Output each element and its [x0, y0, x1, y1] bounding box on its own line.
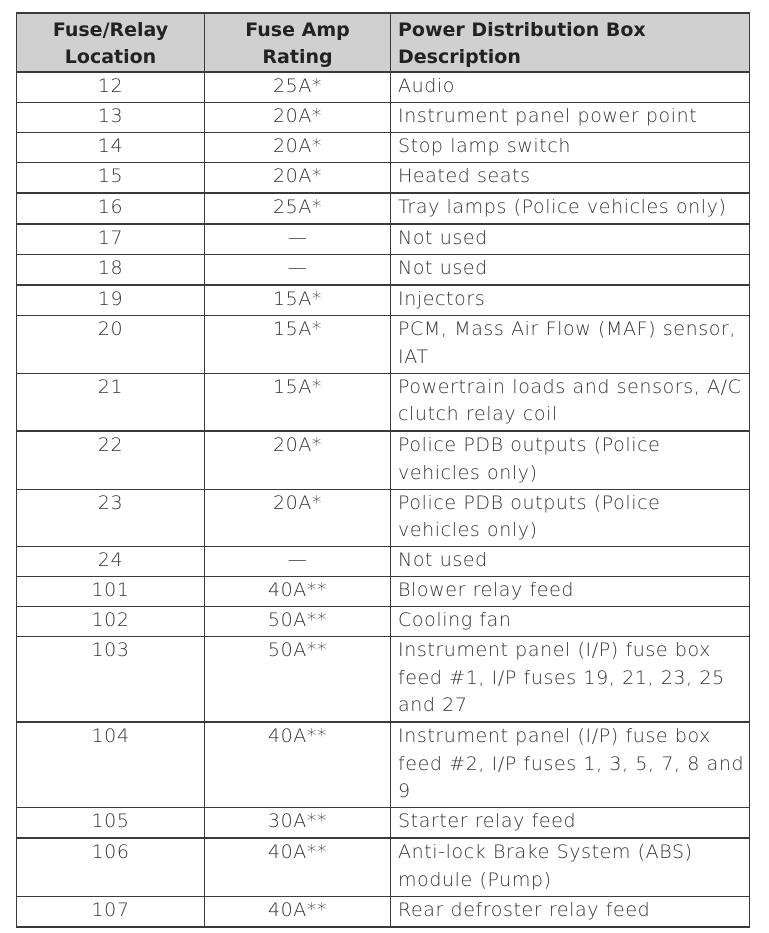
cell-location: 18 — [17, 255, 205, 286]
table-row — [17, 316, 750, 374]
cell-amp-rating: 50A** — [205, 637, 391, 723]
cell-amp-rating: — — [205, 255, 391, 286]
cell-description: Stop lamp switch — [391, 133, 750, 163]
table-row — [17, 72, 750, 103]
cell-description: Instrument panel (I/P) fuse box feed #2, I/P fuses 1, 3, 5, 7, 8 and 9 — [391, 722, 750, 808]
cell-location: 106 — [17, 838, 205, 896]
cell-description: PCM, Mass Air Flow (MAF) sensor, IAT — [391, 316, 750, 374]
table-row — [17, 808, 750, 839]
table-row — [17, 489, 750, 547]
table-row — [17, 607, 750, 637]
cell-location: 102 — [17, 607, 205, 637]
cell-description: Powertrain loads and sensors, A/C clutch relay coil — [391, 373, 750, 431]
table-row — [17, 103, 750, 133]
cell-location: 104 — [17, 722, 205, 808]
cell-description: Blower relay feed — [391, 577, 750, 607]
cell-amp-rating: 20A* — [205, 103, 391, 133]
header-location: Fuse/Relay Location — [17, 13, 205, 72]
cell-description: Not used — [391, 255, 750, 286]
table-row — [17, 163, 750, 194]
table-body — [17, 72, 750, 927]
cell-amp-rating: 40A** — [205, 577, 391, 607]
cell-location: 17 — [17, 224, 205, 255]
cell-location: 20 — [17, 316, 205, 374]
cell-amp-rating: 15A* — [205, 373, 391, 431]
table-header — [17, 13, 750, 72]
table-row — [17, 838, 750, 896]
cell-description: Audio — [391, 72, 750, 103]
cell-amp-rating: 15A* — [205, 316, 391, 374]
cell-description: Starter relay feed — [391, 808, 750, 839]
cell-amp-rating: 30A** — [205, 808, 391, 839]
cell-description: Injectors — [391, 285, 750, 316]
cell-description: Anti-lock Brake System (ABS) module (Pump) — [391, 838, 750, 896]
table-row — [17, 722, 750, 808]
cell-description: Tray lamps (Police vehicles only) — [391, 193, 750, 224]
cell-amp-rating: 20A* — [205, 133, 391, 163]
cell-location: 105 — [17, 808, 205, 839]
cell-amp-rating: — — [205, 224, 391, 255]
cell-description: Rear defroster relay feed — [391, 896, 750, 927]
header-row — [17, 13, 750, 72]
fuse-relay-table — [16, 12, 750, 928]
cell-location: 101 — [17, 577, 205, 607]
cell-location: 19 — [17, 285, 205, 316]
cell-description: Heated seats — [391, 163, 750, 194]
cell-amp-rating: 25A* — [205, 72, 391, 103]
cell-description: Instrument panel (I/P) fuse box feed #1, I/P fuses 19, 21, 23, 25 and 27 — [391, 637, 750, 723]
cell-amp-rating: 40A** — [205, 838, 391, 896]
cell-description: Not used — [391, 224, 750, 255]
cell-amp-rating: 40A** — [205, 896, 391, 927]
table-row — [17, 637, 750, 723]
cell-location: 13 — [17, 103, 205, 133]
cell-amp-rating: 15A* — [205, 285, 391, 316]
table-row — [17, 285, 750, 316]
cell-amp-rating: 25A* — [205, 193, 391, 224]
table-row — [17, 896, 750, 927]
table-row — [17, 193, 750, 224]
table-row — [17, 373, 750, 431]
table-row — [17, 224, 750, 255]
cell-location: 16 — [17, 193, 205, 224]
cell-description: Not used — [391, 547, 750, 577]
cell-amp-rating: 20A* — [205, 163, 391, 194]
cell-location: 21 — [17, 373, 205, 431]
header-description: Power Distribution Box Description — [391, 13, 750, 72]
table-row — [17, 431, 750, 489]
table-row — [17, 577, 750, 607]
cell-amp-rating: 20A* — [205, 431, 391, 489]
cell-amp-rating: 20A* — [205, 489, 391, 547]
cell-location: 23 — [17, 489, 205, 547]
cell-location: 107 — [17, 896, 205, 927]
cell-location: 12 — [17, 72, 205, 103]
cell-amp-rating: — — [205, 547, 391, 577]
table-row — [17, 255, 750, 286]
cell-description: Police PDB outputs (Police vehicles only) — [391, 431, 750, 489]
cell-location: 103 — [17, 637, 205, 723]
cell-description: Police PDB outputs (Police vehicles only) — [391, 489, 750, 547]
cell-location: 22 — [17, 431, 205, 489]
cell-amp-rating: 50A** — [205, 607, 391, 637]
header-rating: Fuse Amp Rating — [205, 13, 391, 72]
cell-location: 14 — [17, 133, 205, 163]
cell-location: 15 — [17, 163, 205, 194]
table-row — [17, 133, 750, 163]
cell-description: Instrument panel power point — [391, 103, 750, 133]
cell-description: Cooling fan — [391, 607, 750, 637]
cell-amp-rating: 40A** — [205, 722, 391, 808]
table-row — [17, 547, 750, 577]
cell-location: 24 — [17, 547, 205, 577]
